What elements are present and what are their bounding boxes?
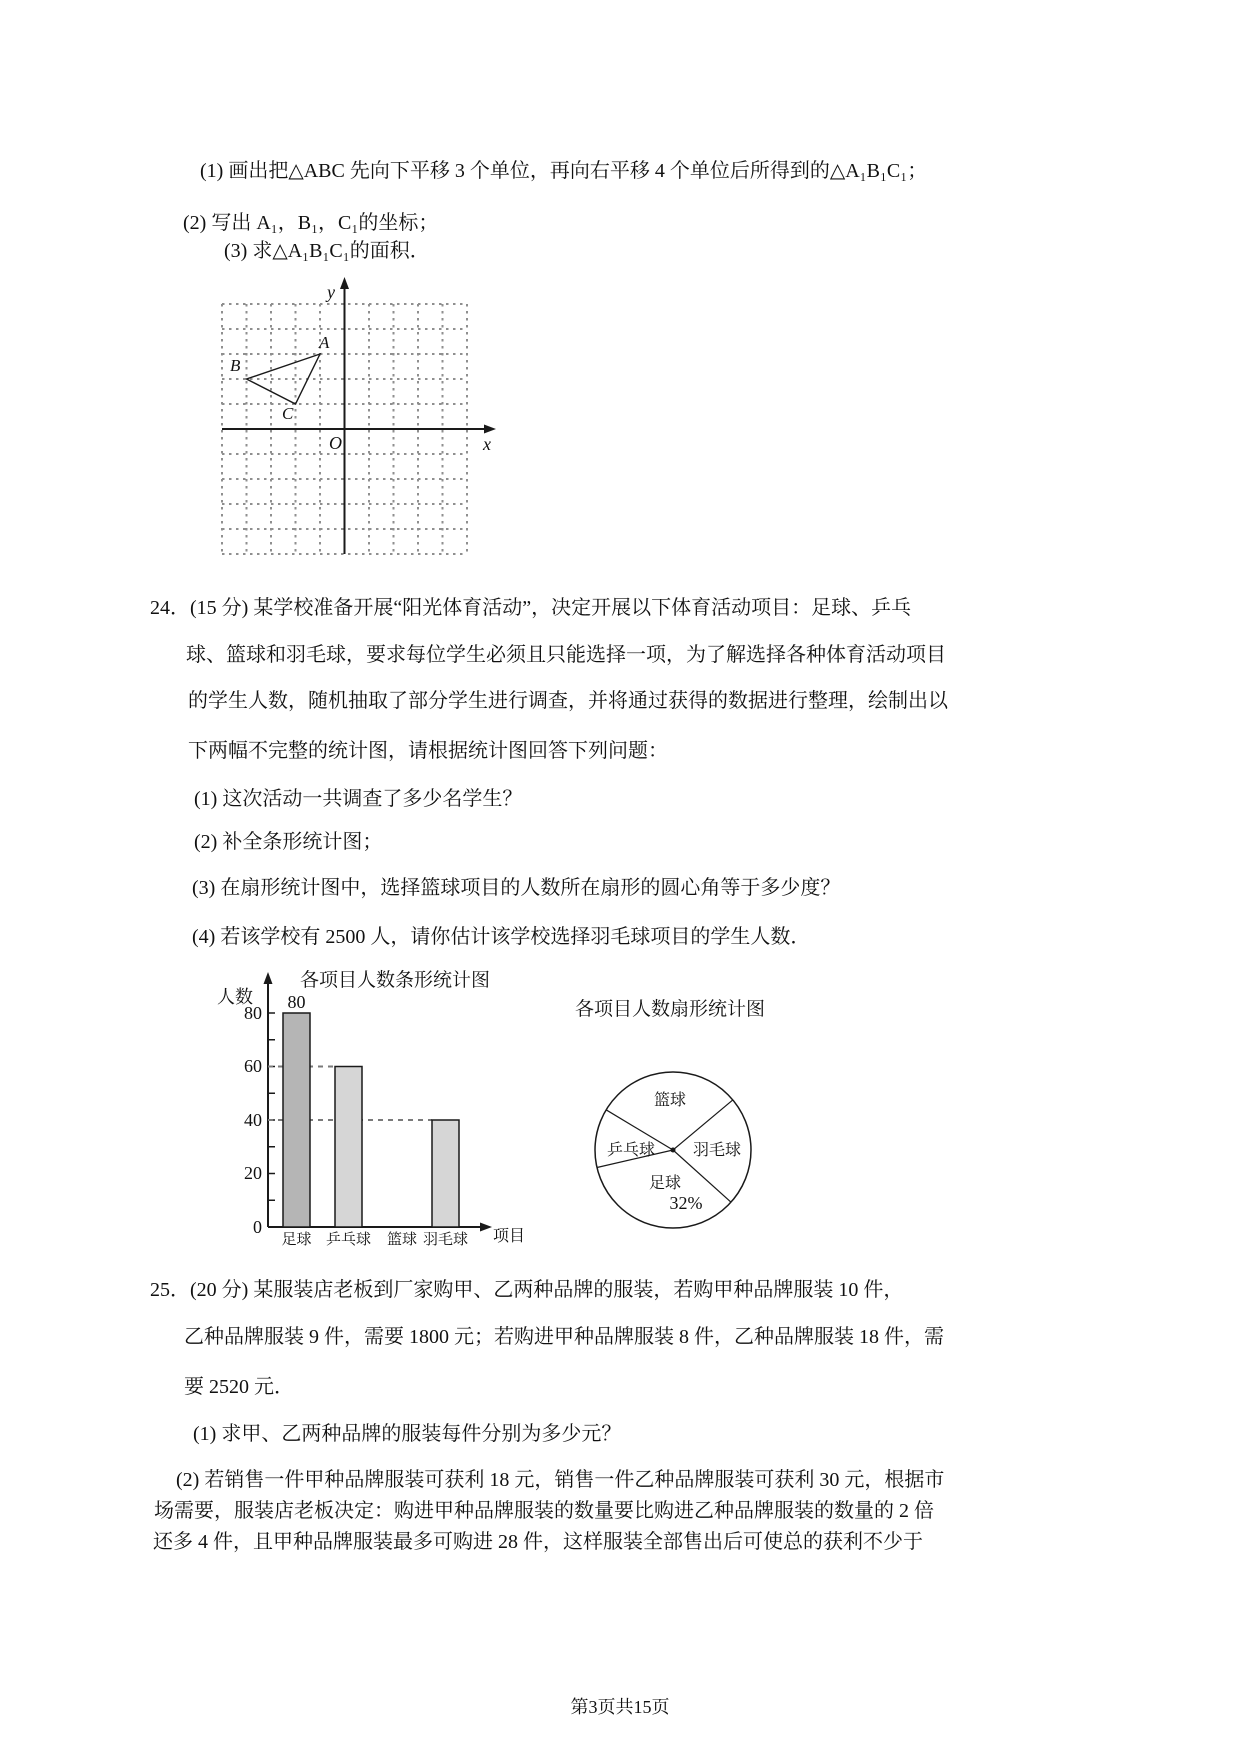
vertex-b-label: B (230, 356, 241, 375)
p24-head-line2: 球、篮球和羽毛球，要求每位学生必须且只能选择一项，为了解选择各种体育活动项目 (186, 644, 946, 666)
bar-y-axis-arrow-icon (264, 972, 273, 984)
origin-label: O (329, 433, 342, 453)
bar-y-ticks (268, 1013, 275, 1200)
xcat-basketball: 篮球 (386, 1232, 418, 1248)
p25-part2-line2: 场需要，服装店老板决定：购进甲种品牌服装的数量要比购进乙种品牌服装的数量的 2 倍 (154, 1500, 934, 1522)
x-axis-arrow-icon (484, 425, 496, 434)
bar-chart (165, 960, 526, 1260)
p25-part2-line3: 还多 4 件，且甲种品牌服装最多可购进 28 件，这样服装全部售出后可使总的获利不少于 (153, 1531, 923, 1553)
p24-head-line4: 下两幅不完整的统计图，请根据统计图回答下列问题： (188, 740, 668, 762)
pie-label-basketball: 篮球 (653, 1092, 687, 1109)
bar-badminton (432, 1120, 459, 1227)
xcat-pingpong: 乒乓球 (325, 1232, 372, 1248)
p25-head-line3: 要 2520 元． (184, 1376, 294, 1398)
bar-chart-xlabel: 项目 (493, 1228, 526, 1245)
bar-soccer-value-label: 80 (287, 992, 306, 1012)
pie-label-pingpong: 乒乓球 (606, 1142, 656, 1159)
xcat-badminton: 羽毛球 (422, 1232, 469, 1248)
ytick-0: 0 (253, 1217, 262, 1237)
xcat-soccer: 足球 (281, 1232, 312, 1248)
x-axis-label: x (483, 434, 491, 454)
pie-chart-title: 各项目人数扇形统计图 (574, 999, 766, 1020)
ytick-40: 40 (244, 1110, 262, 1130)
page-number-footer: 第3页共15页 (570, 1697, 670, 1717)
p24-part4: (4) 若该学校有 2500 人，请你估计该学校选择羽毛球项目的学生人数． (192, 926, 811, 948)
vertex-c-label: C (282, 404, 294, 423)
vertex-a-label: A (319, 333, 330, 352)
bar-chart-title: 各项目人数条形统计图 (299, 970, 491, 991)
p25-part2-line1: (2) 若销售一件甲种品牌服装可获利 18 元，销售一件乙种品牌服装可获利 30 元，根据市 (176, 1469, 945, 1491)
ytick-20: 20 (244, 1163, 262, 1183)
p25-part1: (1) 求甲、乙两种品牌的服装每件分别为多少元？ (193, 1423, 622, 1445)
pie-label-soccer-pct: 32% (669, 1193, 703, 1213)
p24-part3: (3) 在扇形统计图中，选择篮球项目的人数所在扇形的圆心角等于多少度？ (192, 877, 841, 899)
pie-center-dot (671, 1148, 676, 1153)
bar-pingpong (335, 1067, 362, 1228)
y-axis-label: y (327, 282, 335, 302)
p25-head-line1: 25．(20 分) 某服装店老板到厂家购甲、乙两种品牌的服装，若购甲种品牌服装 10 件， (150, 1279, 904, 1301)
bar-soccer (283, 1013, 310, 1227)
p23-part1: (1) 画出把△ABC 先向下平移 3 个单位，再向右平移 4 个单位后所得到的△A₁B₁C₁； (200, 160, 928, 182)
p24-head-line1: 24．(15 分) 某学校准备开展“阳光体育活动”，决定开展以下体育活动项目：足球、乒乓 (150, 597, 912, 619)
p23-part3: (3) 求△A₁B₁C₁的面积． (224, 240, 430, 262)
bar-chart-ylabel: 人数 (217, 987, 253, 1007)
p24-part1: (1) 这次活动一共调查了多少名学生？ (194, 788, 523, 810)
p25-head-line2: 乙种品牌服装 9 件，需要 1800 元；若购进甲种品牌服装 8 件，乙种品牌服装 18 件，需 (184, 1326, 944, 1348)
p24-part2: (2) 补全条形统计图； (194, 831, 383, 853)
p24-head-line3: 的学生人数，随机抽取了部分学生进行调查，并将通过获得的数据进行整理，绘制出以 (188, 690, 948, 712)
ytick-60: 60 (244, 1056, 262, 1076)
pie-label-badminton: 羽毛球 (692, 1142, 742, 1159)
y-axis-arrow-icon (340, 277, 349, 289)
pie-label-soccer: 足球 (648, 1175, 682, 1192)
p23-part2: (2) 写出 A₁，B₁，C₁的坐标； (183, 212, 439, 234)
coordinate-grid-figure (186, 266, 506, 566)
pie-chart (490, 985, 810, 1245)
ytick-80: 80 (244, 1003, 262, 1023)
